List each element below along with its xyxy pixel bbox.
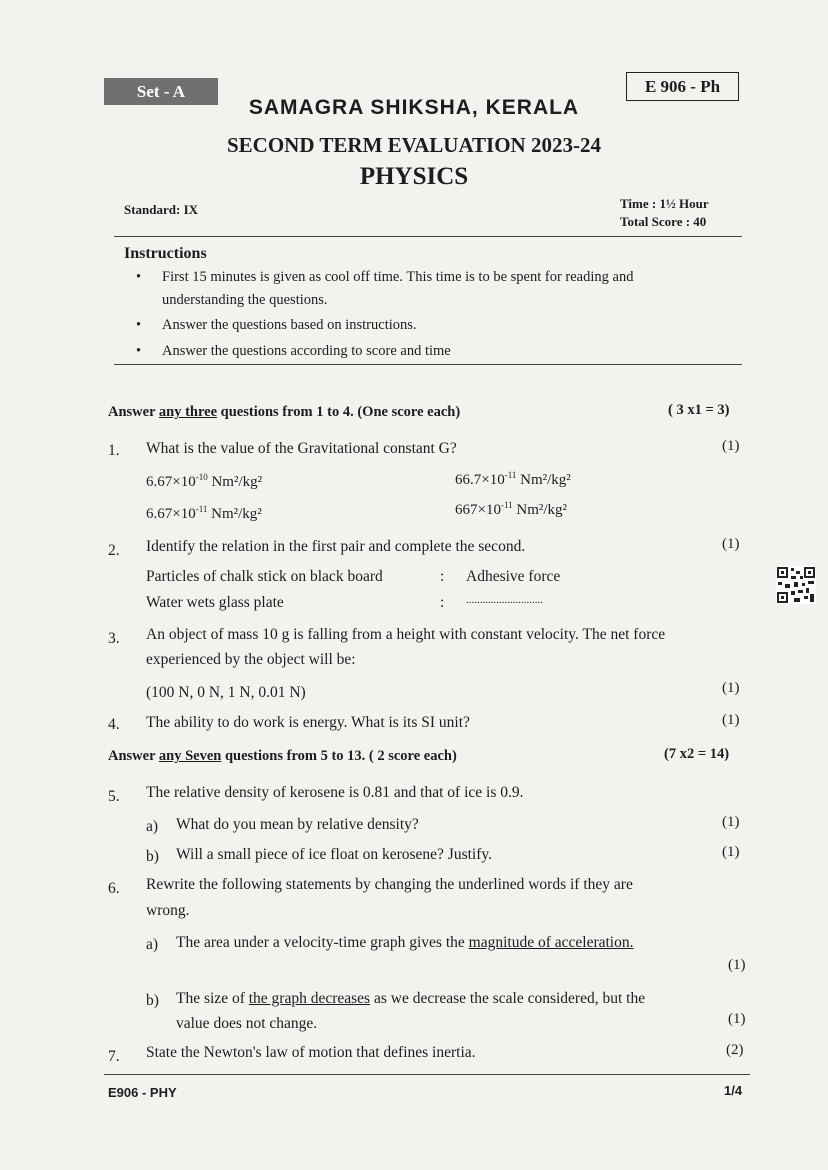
section-heading: Answer any Seven questions from 5 to 13. ( 2 score each) [108,748,457,764]
pair-left: Particles of chalk stick on black board [146,568,383,585]
subquestion-label: b) [146,992,159,1009]
organization-title: SAMAGRA SHIKSHA, KERALA [248,96,580,119]
subquestion-text: The area under a velocity-time graph gives the magnitude of acceleration. [176,934,634,951]
question-score: (1) [722,536,740,552]
question-score: (2) [726,1042,744,1058]
page-number: 1/4 [724,1083,743,1098]
paper-code: E 906 - Ph [626,72,739,101]
option: $66.7\times 10^{-11}$ Nm²/kg² [455,470,571,488]
question-text: experienced by the object will be: [146,651,356,668]
time-label: Time : 1½ Hour [620,196,709,211]
total-score-label: Total Score : 40 [620,214,707,229]
instruction-text: Answer the questions based on instructions. [162,317,417,333]
question-text: The ability to do work is energy. What is its SI unit? [146,714,470,731]
pair-left: Water wets glass plate [146,594,284,611]
footer-code: E906 - PHY [108,1085,177,1100]
question-number: 3. [108,630,120,647]
subquestion-text: value does not change. [176,1015,318,1032]
question-number: 2. [108,542,120,559]
instruction-text: First 15 minutes is given as cool off time. This time is to be spent for reading and understanding the questions. [162,269,634,308]
time-score-block [620,195,709,231]
answer-blank: ............................ [466,594,543,606]
qr-code-icon [776,566,816,604]
question-number: 4. [108,716,120,733]
section-score: ( 3 x1 = 3) [668,402,730,418]
divider [114,364,742,365]
divider [114,236,742,237]
question-text: The relative density of kerosene is 0.81 and that of ice is 0.9. [146,784,524,801]
question-score: (1) [722,680,740,696]
option: $6.67\times 10^{-10}$ Nm²/kg² [146,472,263,490]
subquestion-text: What do you mean by relative density? [176,816,419,833]
question-score: (1) [728,1011,746,1027]
instruction-item: • Answer the questions according to score and time [136,340,716,363]
instructions-heading: Instructions [124,245,207,262]
footer-divider [104,1074,750,1075]
option: $6.67\times 10^{-11}$ Nm²/kg² [146,504,262,522]
exam-title: SECOND TERM EVALUATION 2023-24 [227,133,601,157]
question-score: (1) [722,844,740,860]
pair-right: Adhesive force [466,568,561,585]
question-text: An object of mass 10 g is falling from a height with constant velocity. The net force [146,626,666,643]
question-text: State the Newton's law of motion that defines inertia. [146,1044,476,1061]
instruction-item: • Answer the questions based on instructions. [136,314,716,337]
question-number: 5. [108,788,120,805]
instruction-item: • First 15 minutes is given as cool off time. This time is to be spent for reading and understanding the questions. [136,266,716,312]
subquestion-label: a) [146,936,159,953]
subquestion-label: a) [146,818,159,835]
subquestion-text: The size of the graph decreases as we decrease the scale considered, but the [176,990,646,1007]
question-number: 6. [108,880,120,897]
pair-separator: : [440,594,445,611]
question-number: 7. [108,1048,120,1065]
question-score: (1) [728,957,746,973]
question-text: What is the value of the Gravitational constant G? [146,440,457,457]
subquestion-text: Will a small piece of ice float on kerosene? Justify. [176,846,493,863]
standard-label: Standard: IX [124,202,199,217]
question-score: (1) [722,438,740,454]
question-text: wrong. [146,902,190,919]
set-badge: Set - A [104,78,218,105]
question-score: (1) [722,712,740,728]
options-list: (100 N, 0 N, 1 N, 0.01 N) [146,684,306,701]
question-score: (1) [722,814,740,830]
subject-title: PHYSICS [359,163,469,190]
subquestion-label: b) [146,848,159,865]
option: $667\times 10^{-11}$ Nm²/kg² [455,500,568,518]
question-number: 1. [108,442,120,459]
section-heading: Answer any three questions from 1 to 4. (One score each) [108,404,461,420]
section-score: (7 x2 = 14) [664,746,730,762]
question-text: Rewrite the following statements by changing the underlined words if they are [146,876,633,893]
pair-separator: : [440,568,445,585]
question-text: Identify the relation in the first pair and complete the second. [146,538,526,555]
instruction-text: Answer the questions according to score and time [162,343,451,359]
